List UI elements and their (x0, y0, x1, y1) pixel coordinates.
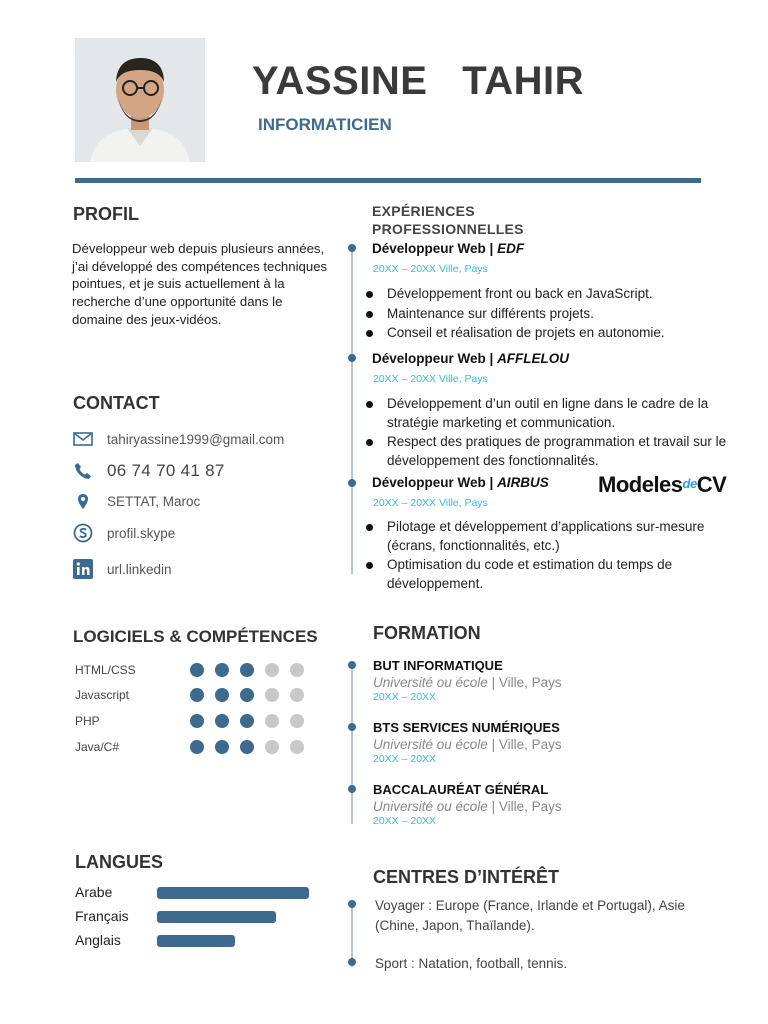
education-date: 20XX – 20XX (373, 753, 437, 765)
skill-dot-filled (190, 714, 204, 728)
language-row (75, 907, 335, 925)
education-degree: BACCALAURÉAT GÉNÉRAL (373, 782, 549, 797)
skill-dot-filled (240, 663, 254, 677)
experience-timeline (351, 244, 353, 574)
list-item: Conseil et réalisation de projets en autonomie. (365, 324, 735, 343)
skill-dot-filled (190, 740, 204, 754)
experience-company: AFFLELOU (497, 351, 570, 366)
timeline-node (348, 723, 356, 731)
timeline-node (348, 661, 356, 669)
experience-bullets (365, 395, 735, 471)
language-label: Arabe (75, 884, 113, 900)
list-item: Développement d’un outil en ligne dans le cadre de la stratégie marketing et communication. (365, 395, 735, 432)
skill-level-dots (190, 663, 304, 677)
education-school: Université ou école | Ville, Pays (373, 737, 562, 752)
header-divider (75, 178, 701, 183)
education-date: 20XX – 20XX (373, 691, 437, 703)
language-level-bar (157, 911, 276, 923)
skill-level-dots (190, 688, 304, 702)
experience-title: Développeur Web | AIRBUS (372, 475, 549, 490)
skill-row (75, 687, 315, 703)
contact-email[interactable] (72, 428, 284, 450)
skype-icon (72, 522, 94, 544)
skill-dot-filled (190, 688, 204, 702)
profile-text: Développeur web depuis plusieurs années, j’ai développé des compétences techniques pointues, et je suis actuellement à la recherche d’une opportunité dans le domaine des jeux-vidéos. (72, 241, 328, 327)
skill-dot-empty (290, 688, 304, 702)
timeline-node (348, 900, 356, 908)
skill-dot-empty (265, 740, 279, 754)
language-level-bar (157, 887, 309, 899)
skill-level-dots (190, 714, 304, 728)
linkedin-icon (72, 558, 94, 580)
experience-bullets (365, 518, 735, 594)
interest-item: Sport : Natation, football, tennis. (375, 956, 568, 971)
candidate-name: YASSINE TAHIR (252, 59, 585, 103)
skill-row (75, 713, 315, 729)
contact-skype[interactable] (72, 522, 175, 544)
list-item: Optimisation du code et estimation du temps de développement. (365, 556, 735, 593)
experience-date: 20XX – 20XX Ville, Pays (373, 373, 488, 385)
skill-row (75, 739, 315, 755)
education-school: Université ou école | Ville, Pays (373, 799, 562, 814)
skill-level-dots (190, 740, 304, 754)
experience-title: Développeur Web | AFFLELOU (372, 351, 570, 366)
skill-label: PHP (75, 714, 100, 728)
list-item: Pilotage et développement d’applications sur-mesure (écrans, fonctionnalités, etc.) (365, 518, 735, 555)
section-title-languages: LANGUES (75, 852, 164, 872)
contact-phone[interactable] (72, 460, 225, 482)
contact-email-text: tahiryassine1999@gmail.com (107, 431, 285, 447)
list-item: Développement front ou back en JavaScript. (365, 285, 735, 304)
skill-dot-empty (265, 663, 279, 677)
section-title-contact: CONTACT (73, 393, 160, 413)
experience-company: EDF (497, 241, 525, 256)
person-portrait-icon (75, 38, 205, 162)
section-title-skills: LOGICIELS & COMPÉTENCES (73, 627, 318, 646)
section-title-experience: EXPÉRIENCES PROFESSIONNELLES (372, 203, 524, 237)
section-title-interests: CENTRES D’INTÉRÊT (373, 867, 560, 887)
contact-location (72, 490, 200, 512)
section-title-profile: PROFIL (73, 204, 139, 224)
skill-row (75, 662, 315, 678)
timeline-node (348, 354, 356, 362)
language-label: Anglais (75, 932, 121, 948)
experience-date: 20XX – 20XX Ville, Pays (373, 263, 488, 275)
skill-dot-filled (215, 663, 229, 677)
modeles-de-cv-logo: ModelesdeCV (598, 472, 727, 497)
contact-phone-text: 06 74 70 41 87 (107, 461, 225, 480)
education-degree: BTS SERVICES NUMÉRIQUES (373, 720, 560, 735)
skill-dot-empty (290, 714, 304, 728)
skill-dot-filled (240, 740, 254, 754)
contact-linkedin-text: url.linkedin (107, 561, 172, 577)
profile-photo (75, 38, 205, 162)
skill-dot-filled (190, 663, 204, 677)
experience-title: Développeur Web | EDF (372, 241, 525, 256)
timeline-node (348, 244, 356, 252)
skill-dot-empty (265, 688, 279, 702)
location-pin-icon (72, 490, 94, 512)
skill-label: HTML/CSS (75, 663, 136, 677)
skill-label: Java/C# (75, 740, 120, 754)
experience-bullets (365, 285, 735, 344)
timeline-node (348, 479, 356, 487)
skill-dot-empty (290, 740, 304, 754)
skill-dot-filled (215, 688, 229, 702)
skill-dot-filled (215, 740, 229, 754)
contact-skype-text: profil.skype (107, 525, 176, 541)
language-row (75, 883, 335, 901)
timeline-node (348, 785, 356, 793)
skill-label: Javascript (75, 688, 130, 702)
interest-item: Voyager : Europe (France, Irlande et Portugal), Asie (Chine, Japon, Thaïlande). (375, 898, 685, 933)
section-title-education: FORMATION (373, 623, 481, 643)
skill-dot-filled (215, 714, 229, 728)
job-title: INFORMATICIEN (258, 115, 392, 134)
list-item: Maintenance sur différents projets. (365, 305, 735, 324)
skill-dot-empty (290, 663, 304, 677)
skill-dot-filled (240, 714, 254, 728)
experience-company: AIRBUS (497, 475, 549, 490)
language-row (75, 931, 335, 949)
skill-dot-filled (240, 688, 254, 702)
experience-date: 20XX – 20XX Ville, Pays (373, 497, 488, 509)
language-level-bar (157, 935, 235, 947)
language-label: Français (75, 908, 129, 924)
education-degree: BUT INFORMATIQUE (373, 658, 503, 673)
skill-dot-empty (265, 714, 279, 728)
contact-linkedin[interactable] (72, 558, 172, 580)
mail-icon (72, 428, 94, 450)
contact-location-text: SETTAT, Maroc (107, 493, 201, 509)
list-item: Respect des pratiques de programmation et travail sur le développement des fonctionnalités. (365, 433, 735, 470)
timeline-node (348, 958, 356, 966)
phone-icon (72, 460, 94, 482)
education-date: 20XX – 20XX (373, 815, 437, 827)
education-timeline (351, 662, 353, 824)
education-school: Université ou école | Ville, Pays (373, 675, 562, 690)
